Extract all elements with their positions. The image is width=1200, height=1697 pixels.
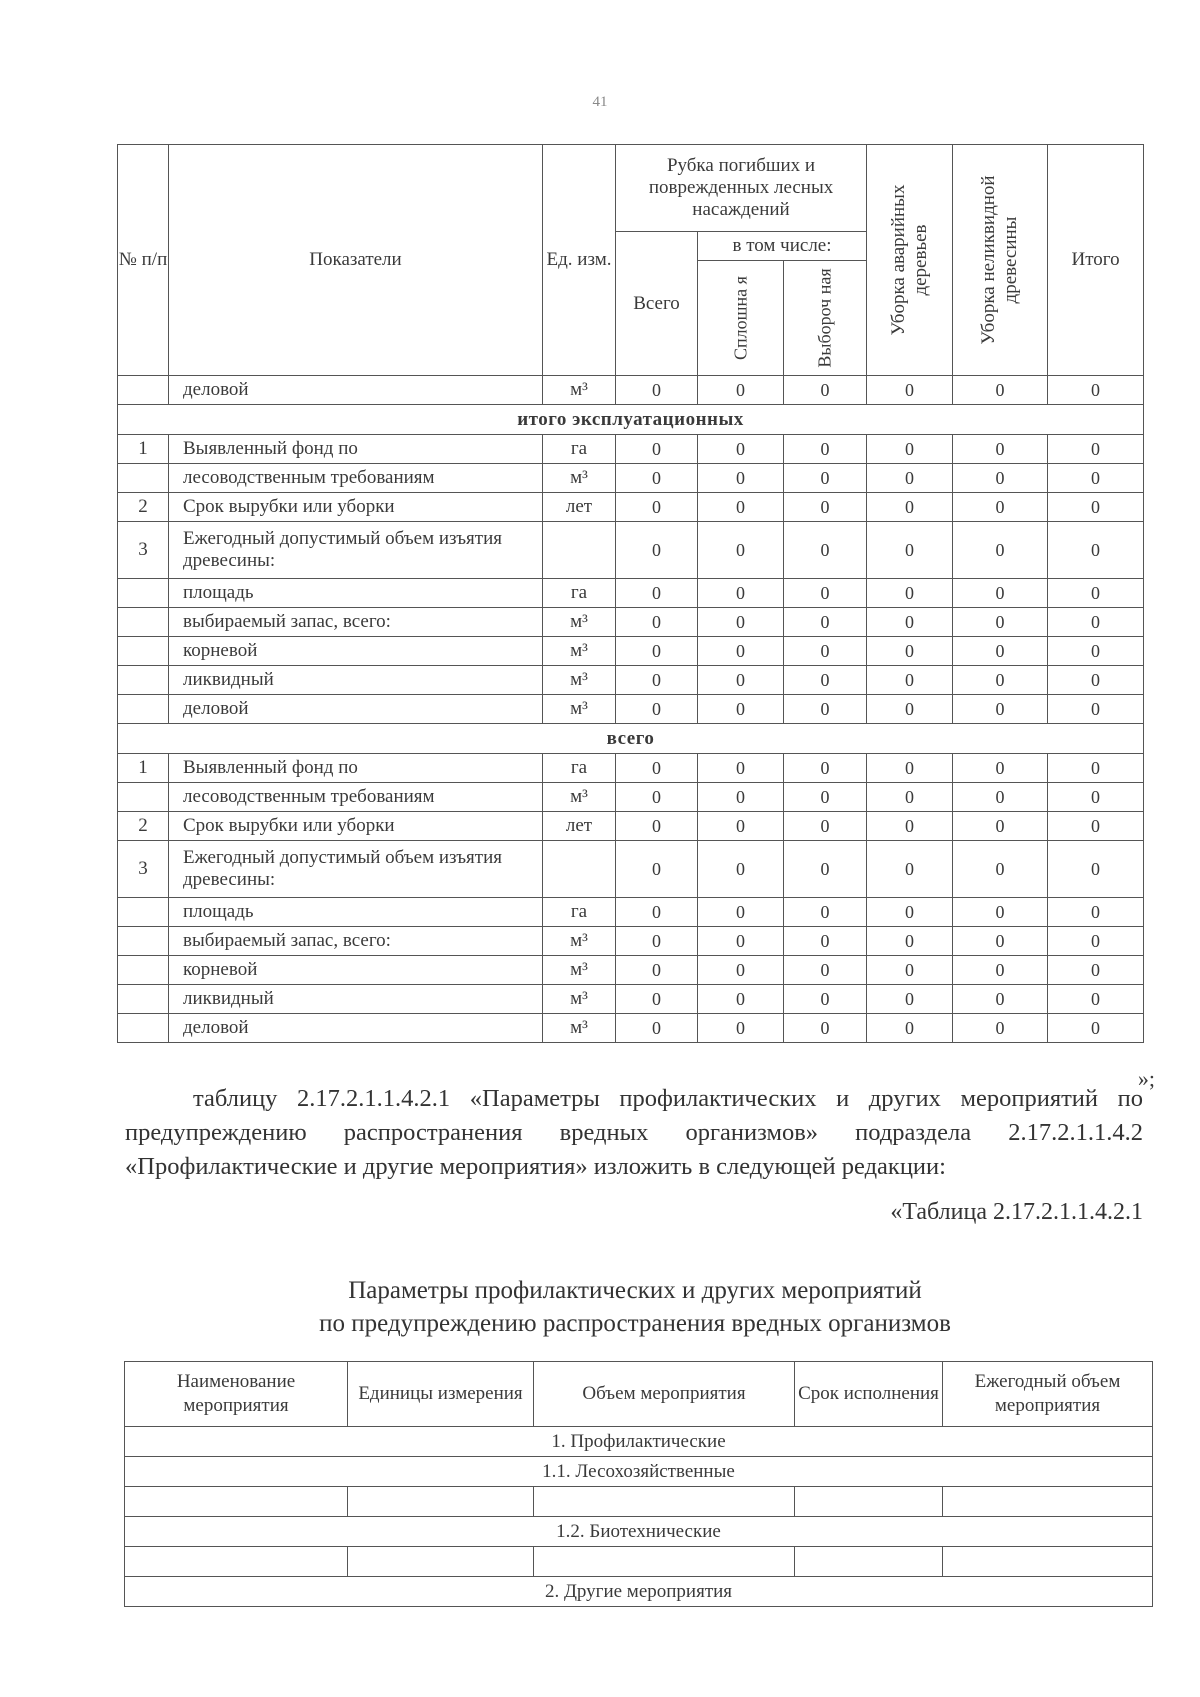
header-row — [125, 1362, 1153, 1427]
row-value: 0 — [698, 376, 784, 405]
row-value: 0 — [1048, 376, 1144, 405]
table-row — [118, 493, 1144, 522]
row-label: корневой — [169, 637, 543, 666]
measures-header: Ежегодный объем мероприятия — [943, 1362, 1153, 1427]
row-num — [118, 376, 169, 405]
row-value: 0 — [784, 435, 867, 464]
row-value: 0 — [867, 783, 953, 812]
row-num — [118, 985, 169, 1014]
row-label: лесоводственным требованиям — [169, 464, 543, 493]
row-num — [118, 666, 169, 695]
row-label: площадь — [169, 898, 543, 927]
row-num: 1 — [118, 435, 169, 464]
header-total-felling: Всего — [616, 232, 698, 376]
row-value: 0 — [953, 637, 1048, 666]
row-value: 0 — [698, 783, 784, 812]
row-value: 0 — [867, 464, 953, 493]
row-value: 0 — [784, 608, 867, 637]
row-value: 0 — [867, 493, 953, 522]
table-row — [118, 985, 1144, 1014]
header-unit: Ед. изм. — [543, 145, 616, 376]
row-value: 0 — [698, 898, 784, 927]
empty-cell — [795, 1487, 943, 1517]
table-row — [118, 695, 1144, 724]
row-unit: м³ — [543, 376, 616, 405]
row-value: 0 — [698, 812, 784, 841]
row-value: 0 — [1048, 522, 1144, 579]
row-value: 0 — [698, 1014, 784, 1043]
row-value: 0 — [784, 898, 867, 927]
row-value: 0 — [784, 812, 867, 841]
row-label: выбираемый запас, всего: — [169, 927, 543, 956]
row-num — [118, 579, 169, 608]
row-value: 0 — [1048, 695, 1144, 724]
table-row — [118, 608, 1144, 637]
empty-cell — [534, 1487, 795, 1517]
row-value: 0 — [784, 956, 867, 985]
table-row — [118, 927, 1144, 956]
row-value: 0 — [698, 637, 784, 666]
header-including: в том числе: — [698, 232, 867, 261]
row-value: 0 — [953, 783, 1048, 812]
amendment-paragraph: таблицу 2.17.2.1.1.4.2.1 «Параметры профилактических и других мероприятий по предупреждению распространения вредных организмов» подраздела 2.17.2.1.1.4.2 «Профилактические и другие мероприятия» изложить в следующей редакции: — [125, 1085, 1143, 1180]
row-value: 0 — [784, 376, 867, 405]
section-title: всего — [118, 724, 1144, 754]
row-value: 0 — [1048, 493, 1144, 522]
row-value: 0 — [784, 666, 867, 695]
row-value: 0 — [953, 376, 1048, 405]
row-label: Ежегодный допустимый объем изъятия древесины: — [169, 841, 543, 898]
row-num — [118, 637, 169, 666]
section-title: итого эксплуатационных — [118, 405, 1144, 435]
row-value: 0 — [953, 812, 1048, 841]
row-label: ликвидный — [169, 985, 543, 1014]
row-value: 0 — [616, 464, 698, 493]
row-label: Срок вырубки или уборки — [169, 493, 543, 522]
row-value: 0 — [698, 493, 784, 522]
row-value: 0 — [784, 1014, 867, 1043]
section-row — [125, 1577, 1153, 1607]
row-value: 0 — [698, 956, 784, 985]
section-title: 1.2. Биотехнические — [125, 1517, 1153, 1547]
table-row — [118, 898, 1144, 927]
row-unit: м³ — [543, 666, 616, 695]
row-value: 0 — [867, 637, 953, 666]
row-value: 0 — [867, 956, 953, 985]
row-num — [118, 783, 169, 812]
row-num — [118, 464, 169, 493]
header-nonliquid-wood — [953, 145, 1048, 376]
row-value: 0 — [1048, 956, 1144, 985]
row-num: 2 — [118, 493, 169, 522]
row-value: 0 — [1048, 435, 1144, 464]
row-num — [118, 956, 169, 985]
row-value: 0 — [953, 522, 1048, 579]
section-row — [118, 405, 1144, 435]
row-value: 0 — [867, 985, 953, 1014]
row-value: 0 — [1048, 841, 1144, 898]
row-value: 0 — [616, 783, 698, 812]
row-label: Ежегодный допустимый объем изъятия древесины: — [169, 522, 543, 579]
measures-header: Объем мероприятия — [534, 1362, 795, 1427]
table-title-line-2: по предупреждению распространения вредных организмов — [319, 1310, 951, 1337]
row-value: 0 — [784, 464, 867, 493]
blank-row — [125, 1547, 1153, 1577]
table-row — [118, 666, 1144, 695]
row-value: 0 — [1048, 579, 1144, 608]
row-value: 0 — [784, 985, 867, 1014]
row-value: 0 — [953, 985, 1048, 1014]
header-indicator: Показатели — [169, 145, 543, 376]
header-clear-cut-text: Сплошна я — [730, 276, 751, 360]
row-value: 0 — [616, 666, 698, 695]
row-label: деловой — [169, 695, 543, 724]
row-num: 3 — [118, 841, 169, 898]
header-clear-cut — [698, 261, 784, 376]
row-value: 0 — [698, 435, 784, 464]
measures-table — [124, 1361, 1153, 1607]
table-row — [118, 812, 1144, 841]
empty-cell — [348, 1547, 534, 1577]
measures-header: Наименование мероприятия — [125, 1362, 348, 1427]
header-selective — [784, 261, 867, 376]
row-unit: м³ — [543, 956, 616, 985]
row-value: 0 — [953, 435, 1048, 464]
empty-cell — [795, 1547, 943, 1577]
row-value: 0 — [616, 435, 698, 464]
row-value: 0 — [953, 579, 1048, 608]
table-row — [118, 956, 1144, 985]
row-label: ликвидный — [169, 666, 543, 695]
row-num: 2 — [118, 812, 169, 841]
row-value: 0 — [616, 579, 698, 608]
blank-row — [125, 1487, 1153, 1517]
row-value: 0 — [784, 783, 867, 812]
row-value: 0 — [1048, 666, 1144, 695]
row-value: 0 — [698, 841, 784, 898]
row-value: 0 — [867, 841, 953, 898]
row-value: 0 — [616, 637, 698, 666]
section-title: 1.1. Лесохозяйственные — [125, 1457, 1153, 1487]
row-value: 0 — [953, 927, 1048, 956]
row-value: 0 — [1048, 1014, 1144, 1043]
row-label: Срок вырубки или уборки — [169, 812, 543, 841]
row-value: 0 — [616, 493, 698, 522]
row-num — [118, 608, 169, 637]
table-row — [118, 522, 1144, 579]
row-num: 3 — [118, 522, 169, 579]
row-value: 0 — [616, 695, 698, 724]
row-value: 0 — [867, 1014, 953, 1043]
row-value: 0 — [1048, 464, 1144, 493]
row-unit: м³ — [543, 637, 616, 666]
empty-cell — [348, 1487, 534, 1517]
row-num: 1 — [118, 754, 169, 783]
row-label: Выявленный фонд по — [169, 754, 543, 783]
section-row — [125, 1517, 1153, 1547]
row-value: 0 — [616, 956, 698, 985]
empty-cell — [534, 1547, 795, 1577]
header-nonliquid-wood-text: Уборка неликвидной древесины — [978, 175, 1022, 345]
row-value: 0 — [1048, 927, 1144, 956]
row-value: 0 — [616, 812, 698, 841]
header-selective-text: Выбороч ная — [814, 268, 835, 368]
table-title-line-1: Параметры профилактических и других мероприятий — [348, 1277, 922, 1304]
page-number: 41 — [592, 94, 608, 110]
section-title: 1. Профилактические — [125, 1427, 1153, 1457]
row-label: деловой — [169, 376, 543, 405]
row-value: 0 — [616, 985, 698, 1014]
row-value: 0 — [1048, 812, 1144, 841]
row-value: 0 — [953, 1014, 1048, 1043]
empty-cell — [125, 1547, 348, 1577]
row-num — [118, 927, 169, 956]
row-label: деловой — [169, 1014, 543, 1043]
closing-quote: »; — [1137, 1066, 1155, 1091]
header-emergency-trees-text: Уборка аварийных деревьев — [887, 184, 931, 336]
header-felling-group: Рубка погибших и поврежденных лесных насаждений — [616, 145, 867, 232]
row-value: 0 — [616, 608, 698, 637]
row-value: 0 — [616, 898, 698, 927]
row-unit: га — [543, 898, 616, 927]
felling-parameters-table — [117, 144, 1144, 1043]
row-value: 0 — [1048, 985, 1144, 1014]
row-value: 0 — [867, 754, 953, 783]
row-value: 0 — [953, 841, 1048, 898]
row-value: 0 — [1048, 608, 1144, 637]
section-row — [125, 1427, 1153, 1457]
row-label: выбираемый запас, всего: — [169, 608, 543, 637]
header-emergency-trees — [867, 145, 953, 376]
table-row — [118, 637, 1144, 666]
table-row — [118, 841, 1144, 898]
row-unit: м³ — [543, 1014, 616, 1043]
row-value: 0 — [616, 522, 698, 579]
row-unit: га — [543, 435, 616, 464]
section-title: 2. Другие мероприятия — [125, 1577, 1153, 1607]
row-value: 0 — [698, 579, 784, 608]
row-value: 0 — [867, 522, 953, 579]
row-value: 0 — [953, 493, 1048, 522]
row-value: 0 — [953, 956, 1048, 985]
header-grand-total: Итого — [1048, 145, 1144, 376]
row-unit: м³ — [543, 464, 616, 493]
row-value: 0 — [698, 927, 784, 956]
row-unit — [543, 522, 616, 579]
row-value: 0 — [953, 608, 1048, 637]
row-value: 0 — [784, 579, 867, 608]
row-num — [118, 898, 169, 927]
row-value: 0 — [698, 695, 784, 724]
row-value: 0 — [784, 695, 867, 724]
row-value: 0 — [616, 376, 698, 405]
row-value: 0 — [1048, 898, 1144, 927]
row-unit: м³ — [543, 608, 616, 637]
row-value: 0 — [1048, 783, 1144, 812]
row-value: 0 — [784, 637, 867, 666]
row-value: 0 — [953, 754, 1048, 783]
measures-header: Единицы измерения — [348, 1362, 534, 1427]
row-value: 0 — [698, 608, 784, 637]
row-value: 0 — [953, 464, 1048, 493]
empty-cell — [943, 1487, 1153, 1517]
row-unit: га — [543, 754, 616, 783]
row-unit: лет — [543, 812, 616, 841]
row-value: 0 — [698, 754, 784, 783]
row-value: 0 — [616, 1014, 698, 1043]
row-value: 0 — [867, 812, 953, 841]
row-label: лесоводственным требованиям — [169, 783, 543, 812]
row-unit: лет — [543, 493, 616, 522]
row-label: Выявленный фонд по — [169, 435, 543, 464]
row-value: 0 — [953, 666, 1048, 695]
table-title — [130, 1274, 1140, 1340]
row-value: 0 — [867, 435, 953, 464]
header-num: № п/п — [118, 145, 169, 376]
table-row — [118, 754, 1144, 783]
table-row — [118, 579, 1144, 608]
row-num — [118, 1014, 169, 1043]
row-unit — [543, 841, 616, 898]
section-row — [125, 1457, 1153, 1487]
empty-cell — [125, 1487, 348, 1517]
row-value: 0 — [784, 493, 867, 522]
table-row — [118, 1014, 1144, 1043]
row-value: 0 — [784, 522, 867, 579]
empty-cell — [943, 1547, 1153, 1577]
row-value: 0 — [616, 754, 698, 783]
table-row — [118, 376, 1144, 405]
row-value: 0 — [698, 985, 784, 1014]
row-label: площадь — [169, 579, 543, 608]
row-value: 0 — [867, 376, 953, 405]
row-value: 0 — [698, 522, 784, 579]
section-row — [118, 724, 1144, 754]
row-value: 0 — [867, 666, 953, 695]
row-unit: м³ — [543, 783, 616, 812]
table-row — [118, 464, 1144, 493]
row-value: 0 — [616, 927, 698, 956]
row-unit: м³ — [543, 927, 616, 956]
row-unit: га — [543, 579, 616, 608]
row-value: 0 — [867, 927, 953, 956]
row-value: 0 — [784, 841, 867, 898]
row-value: 0 — [867, 579, 953, 608]
row-value: 0 — [1048, 754, 1144, 783]
row-value: 0 — [867, 608, 953, 637]
table-row — [118, 435, 1144, 464]
row-value: 0 — [867, 695, 953, 724]
row-value: 0 — [616, 841, 698, 898]
row-value: 0 — [867, 898, 953, 927]
row-value: 0 — [698, 464, 784, 493]
row-value: 0 — [1048, 637, 1144, 666]
row-value: 0 — [698, 666, 784, 695]
table-caption: «Таблица 2.17.2.1.1.4.2.1 — [890, 1199, 1143, 1225]
row-value: 0 — [953, 695, 1048, 724]
row-unit: м³ — [543, 985, 616, 1014]
row-label: корневой — [169, 956, 543, 985]
row-value: 0 — [953, 898, 1048, 927]
row-value: 0 — [784, 754, 867, 783]
row-value: 0 — [784, 927, 867, 956]
row-num — [118, 695, 169, 724]
table-row — [118, 783, 1144, 812]
measures-header: Срок исполнения — [795, 1362, 943, 1427]
row-unit: м³ — [543, 695, 616, 724]
